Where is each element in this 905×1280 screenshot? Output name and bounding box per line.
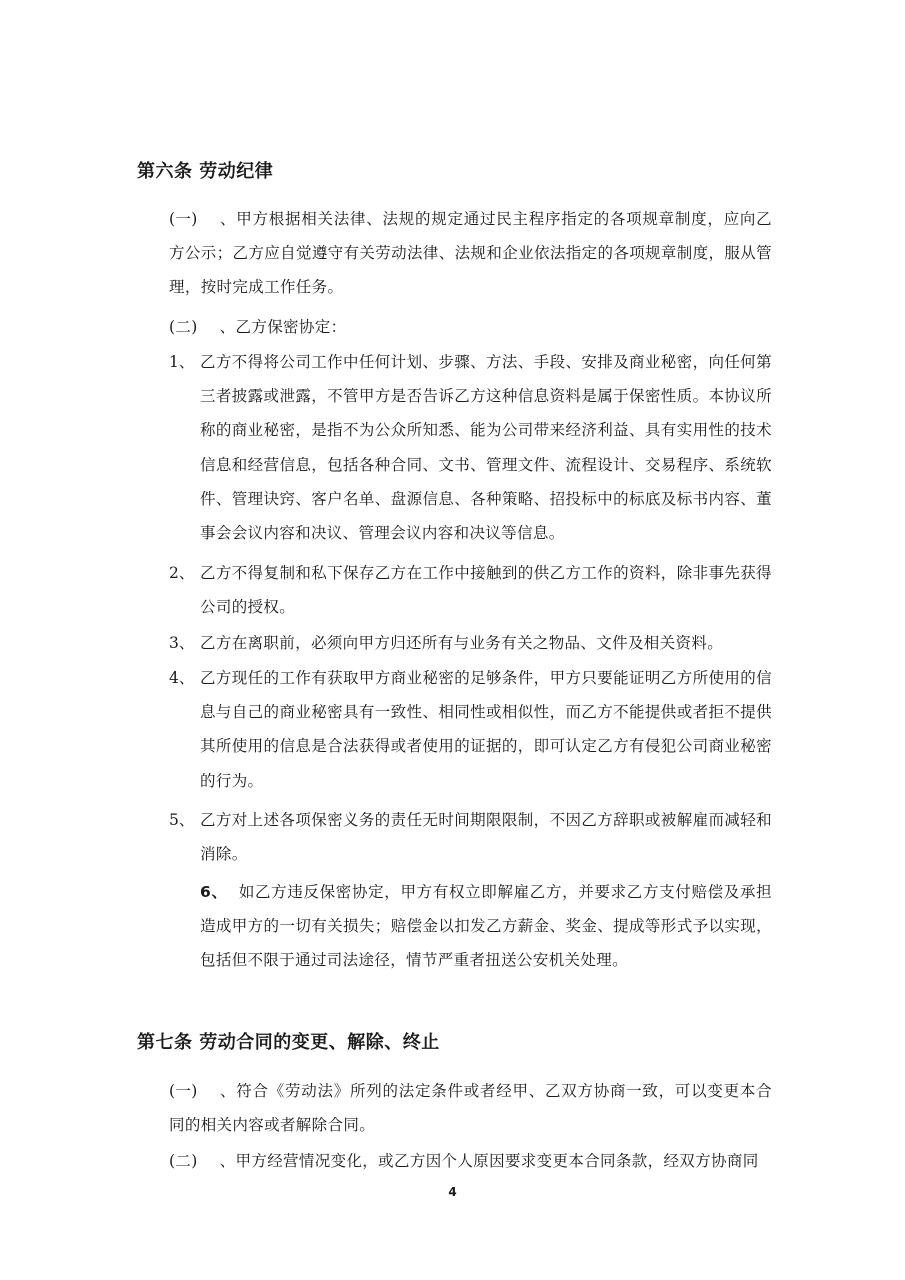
- list-item-text: 乙方不得复制和私下保存乙方在工作中接触到的供乙方工作的资料，除非事先获得公司的授权。: [200, 564, 772, 617]
- clause-text: 、甲方经营情况变化，或乙方因个人原因要求变更本合同条款，经双方协商同: [219, 1152, 759, 1170]
- list-item-text: 乙方不得将公司工作中任何计划、步骤、方法、手段、安排及商业秘密，向任何第三者披露或泄露，不管甲方是否告诉乙方这种信息资料是属于保密性质。本协议所称的商业秘密，是指不为公众所知悉、能为公司带来经济利益、具有实用性的技术信息和经营信息，包括各种合同、文书、管理文件、流程设计、交易程序、系统软件、管理诀窍、客户名单、盘源信息、各种策略、招投标中的标底及标书内容、董事会会议内容和决议、管理会议内容和决议等信息。: [200, 353, 772, 543]
- clause-marker: (二): [169, 318, 198, 336]
- list-item-text: 乙方对上述各项保密义务的责任无时间期限限制，不因乙方辞职或被解雇而减轻和消除。: [200, 811, 772, 864]
- list-item-number: 2、: [169, 564, 195, 582]
- list-item-number: 6、: [200, 883, 228, 901]
- clause-marker: (二): [169, 1152, 198, 1170]
- page-number: 4: [448, 1185, 457, 1199]
- list-item-number: 5、: [169, 811, 195, 829]
- article-7-heading: 第七条 劳动合同的变更、解除、终止: [137, 1032, 440, 1053]
- article-6-clause-1: [169, 202, 772, 305]
- clause-text: 、符合《劳动法》所列的法定条件或者经甲、乙双方协商一致，可以变更本合同的相关内容或者解除合同。: [169, 1082, 772, 1135]
- list-item-number: 3、: [169, 634, 195, 652]
- list-item-text: 乙方在离职前，必须向甲方归还所有与业务有关之物品、文件及相关资料。: [200, 634, 724, 652]
- clause-marker: (一): [169, 1082, 198, 1100]
- clause-marker: (一): [169, 210, 198, 228]
- list-item-text: 如乙方违反保密协定，甲方有权立即解雇乙方，并要求乙方支付赔偿及承担造成甲方的一切有关损失；赔偿金以扣发乙方薪金、奖金、提成等形式予以实现，包括但不限于通过司法途径，情节严重者扭送公安机关处理。: [200, 883, 772, 970]
- list-item-number: 4、: [169, 669, 195, 687]
- list-item-number: 1、: [169, 353, 195, 371]
- article-7-clause-1: [169, 1074, 772, 1142]
- clause-text: 、甲方根据相关法律、法规的规定通过民主程序指定的各项规章制度，应向乙方公示；乙方应自觉遵守有关劳动法律、法规和企业依法指定的各项规章制度，服从管理，按时完成工作任务。: [169, 210, 772, 297]
- article-7-clause-2: [169, 1144, 772, 1178]
- list-item-text: 乙方现任的工作有获取甲方商业秘密的足够条件，甲方只要能证明乙方所使用的信息与自己的商业秘密具有一致性、相同性或相似性，而乙方不能提供或者拒不提供其所使用的信息是合法获得或者使用的证据的，即可认定乙方有侵犯公司商业秘密的行为。: [200, 669, 772, 790]
- list-item-6: [200, 875, 772, 978]
- clause-text: 、乙方保密协定：: [219, 318, 347, 336]
- article-6-clause-2: [169, 310, 772, 344]
- article-6-heading: 第六条 劳动纪律: [137, 161, 274, 182]
